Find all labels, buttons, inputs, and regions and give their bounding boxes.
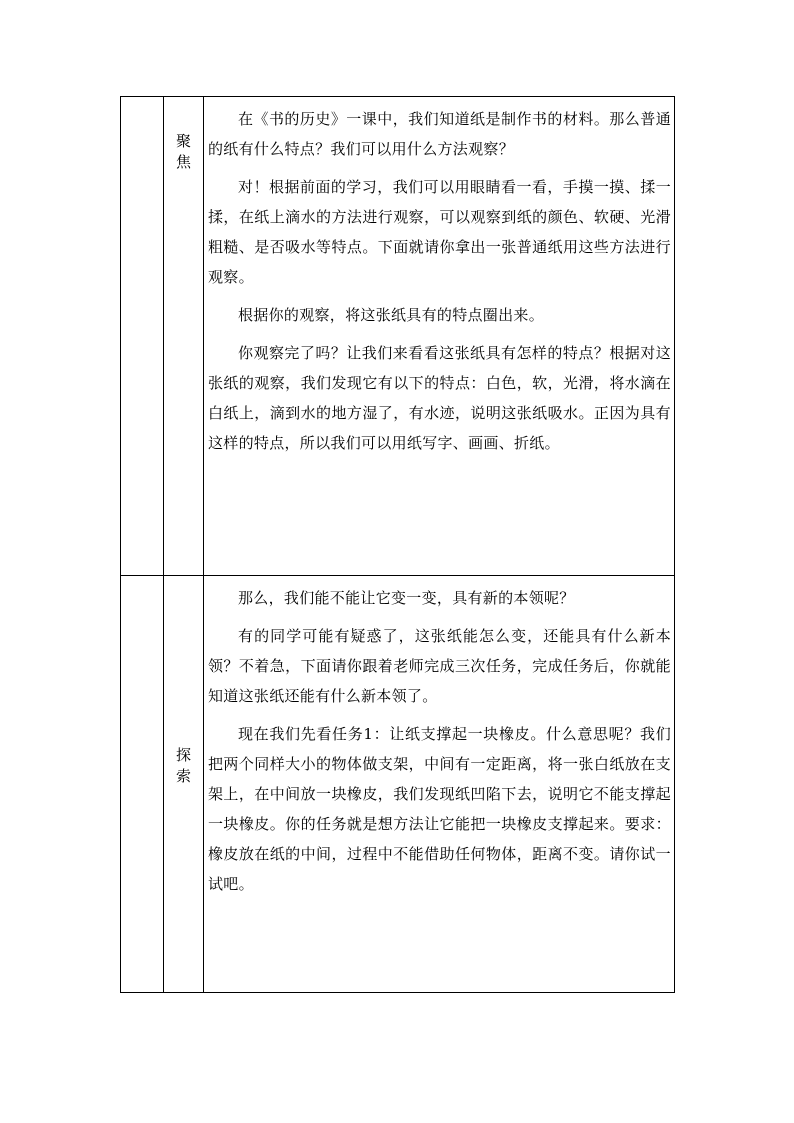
paragraph: 你观察完了吗？让我们来看看这张纸具有怎样的特点？根据对这张纸的观察，我们发现它有以下的特点：白色，软，光滑，将水滴在白纸上，滴到水的地方湿了，有水迹，说明这张纸吸水。正因为具有这样的特点，所以我们可以用纸写字、画画、折纸。 (208, 344, 671, 452)
paragraph: 根据你的观察，将这张纸具有的特点圈出来。 (238, 306, 545, 324)
stage-label-explore: 探索 (176, 746, 192, 785)
stage-cell (164, 97, 204, 576)
stage-label-focus: 聚焦 (176, 132, 192, 171)
paragraph: 有的同学可能有疑惑了，这张纸能怎么变，还能具有什么新本领？不着急，下面请你跟着老师完成三次任务，完成任务后，你就能知道这张纸还能有什么新本领了。 (208, 627, 671, 705)
paragraph: 对！根据前面的学习，我们可以用眼睛看一看，手摸一摸、揉一揉，在纸上滴水的方法进行观察，可以观察到纸的颜色、软硬、光滑粗糙、是否吸水等特点。下面就请你拿出一张普通纸用这些方法进行观察。 (208, 178, 671, 286)
paragraph: 现在我们先看任务1：让纸支撑起一块橡皮。什么意思呢？我们把两个同样大小的物体做支架，中间有一定距离，将一张白纸放在支架上，在中间放一块橡皮，我们发现纸凹陷下去，说明它不能支撑起一块橡皮。你的任务就是想方法让它能把一块橡皮支撑起来。要求：橡皮放在纸的中间，过程中不能借助任何物体，距离不变。请你试一试吧。 (208, 725, 671, 893)
table-row-explore (121, 576, 675, 993)
content-cell (204, 576, 675, 993)
blank-cell (121, 97, 164, 576)
blank-cell (121, 576, 164, 993)
paragraph: 在《书的历史》一课中，我们知道纸是制作书的材料。那么普通的纸有什么特点？我们可以用什么方法观察？ (208, 110, 671, 158)
paragraph: 那么，我们能不能让它变一变，具有新的本领呢？ (238, 589, 575, 607)
content-cell (204, 97, 675, 576)
table-row-focus (121, 97, 675, 576)
lesson-plan-table (120, 96, 675, 993)
stage-cell (164, 576, 204, 993)
